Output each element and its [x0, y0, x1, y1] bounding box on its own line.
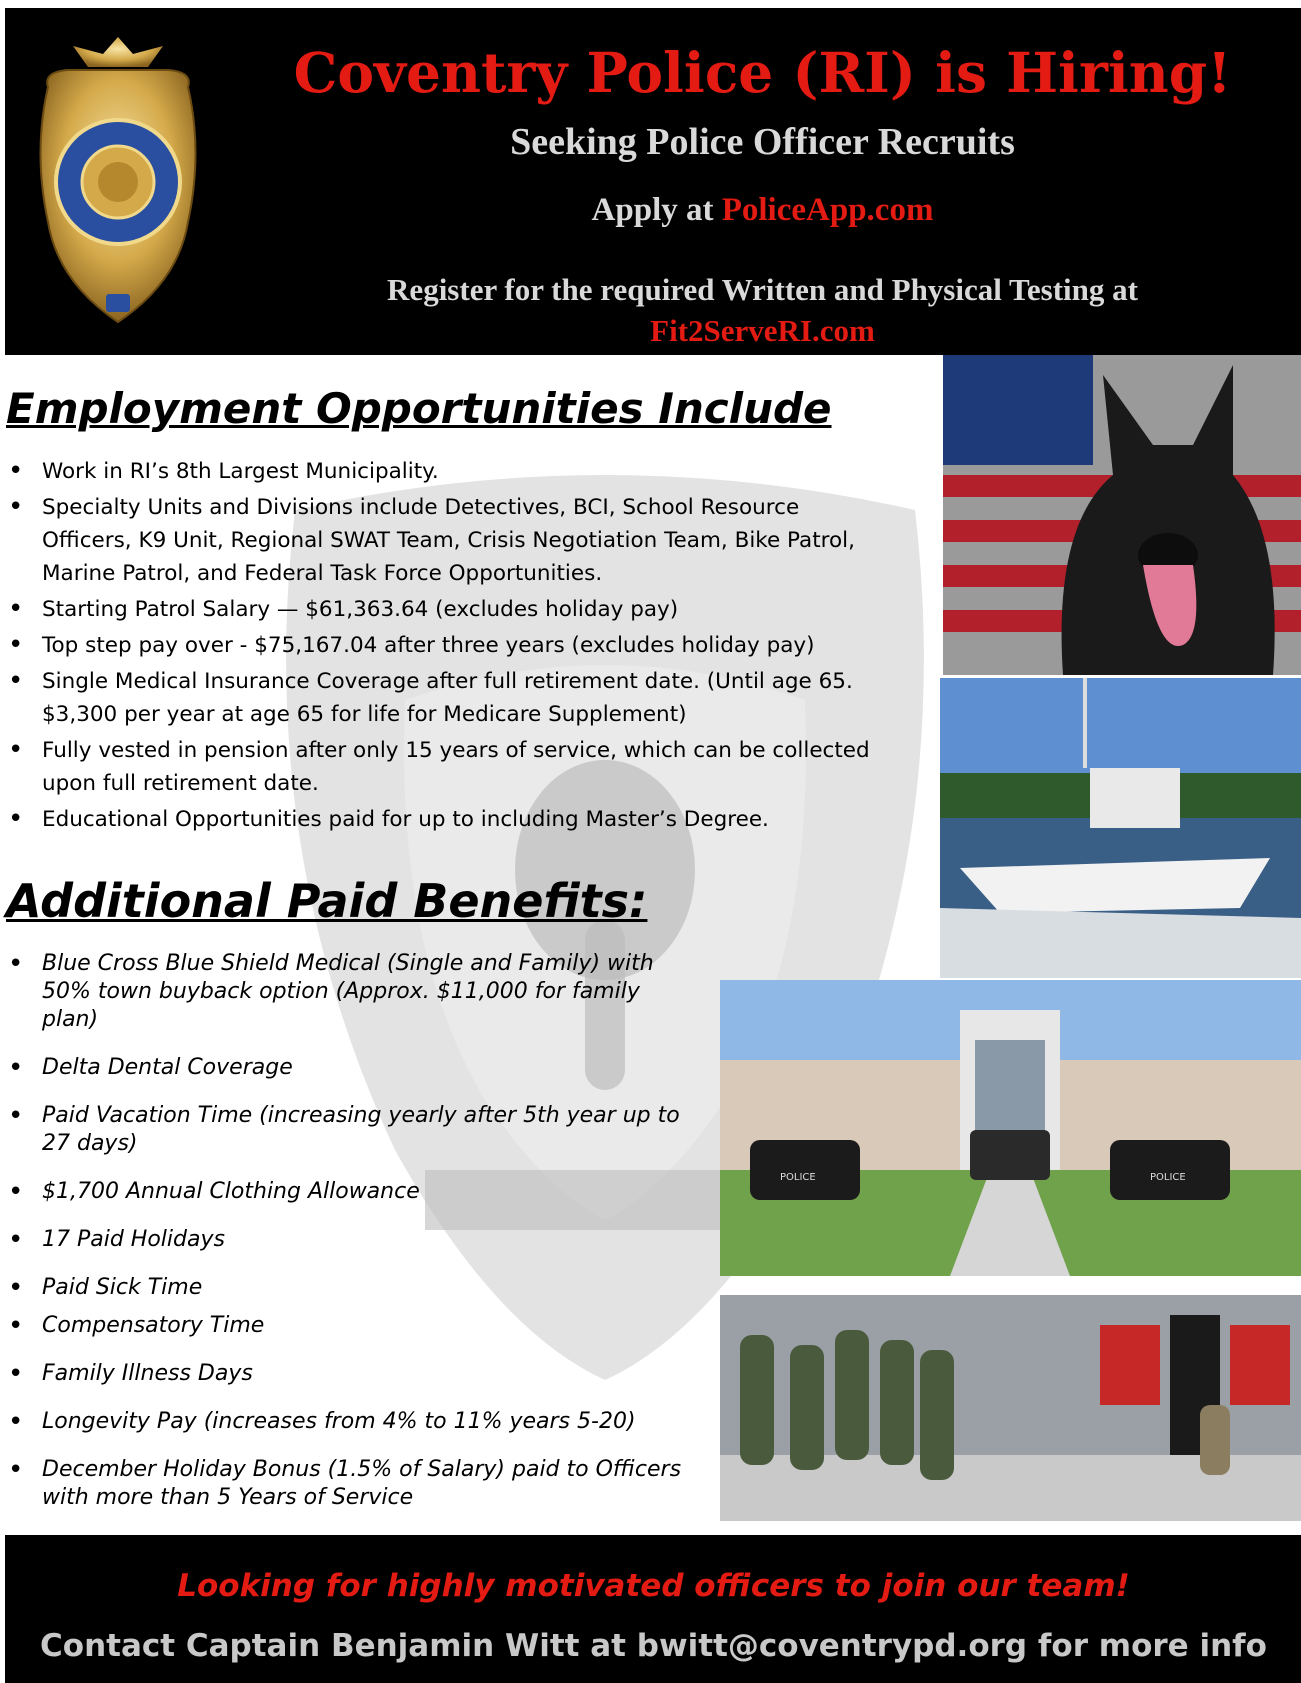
footer-contact: Contact Captain Benjamin Witt at bwitt@coventrypd.org for more info: [40, 1628, 1267, 1664]
benefits-list: [4, 950, 684, 1512]
page-title: Coventry Police (RI) is Hiring!: [293, 40, 1232, 105]
register-text: Register for the required Written and Physical Testing at: [387, 272, 1138, 307]
benefits-heading: Additional Paid Benefits:: [6, 874, 648, 928]
list-item: • Starting Patrol Salary — $61,363.64 (excludes holiday pay): [4, 593, 874, 626]
k9-dog-photo: [943, 355, 1301, 675]
employment-heading: Employment Opportunities Include: [6, 384, 832, 433]
employment-list: [4, 455, 874, 839]
list-item: • Blue Cross Blue Shield Medical (Single and Family) with 50% town buyback option (Approx. $11,000 for family plan): [4, 950, 684, 1034]
subtitle: Seeking Police Officer Recruits: [510, 121, 1015, 163]
vehicle-lettering: POLICE: [780, 1172, 816, 1183]
register-link[interactable]: Fit2ServeRI.com: [650, 313, 875, 348]
police-station-photo: [720, 980, 1301, 1276]
list-item: • Specialty Units and Divisions include Detectives, BCI, School Resource Officers, K9 Unit, Regional SWAT Team, Crisis Negotiation Team, Bike Patrol, Marine Patrol, and Federal Task Force Opportunities.: [4, 491, 874, 590]
marine-patrol-boat-photo: [940, 678, 1301, 978]
police-badge-icon: [28, 32, 208, 332]
list-item: • Top step pay over - $75,167.04 after three years (excludes holiday pay): [4, 629, 874, 662]
list-item: • $1,700 Annual Clothing Allowance: [4, 1178, 684, 1206]
list-item: • Fully vested in pension after only 15 years of service, which can be collected upon full retirement date.: [4, 734, 874, 800]
list-item: • Delta Dental Coverage: [4, 1054, 684, 1082]
vehicle-lettering: POLICE: [1150, 1172, 1186, 1183]
list-item: • Educational Opportunities paid for up to including Master’s Degree.: [4, 803, 874, 836]
list-item: • Longevity Pay (increases from 4% to 11% years 5-20): [4, 1408, 684, 1436]
list-item: • Family Illness Days: [4, 1360, 684, 1388]
list-item: • December Holiday Bonus (1.5% of Salary) paid to Officers with more than 5 Years of Service: [4, 1456, 684, 1512]
footer-tagline: Looking for highly motivated officers to join our team!: [177, 1568, 1130, 1604]
list-item: • Work in RI’s 8th Largest Municipality.: [4, 455, 874, 488]
apply-link[interactable]: PoliceApp.com: [721, 192, 934, 228]
list-item: • Paid Sick Time: [4, 1274, 684, 1302]
apply-prefix: Apply at: [591, 192, 722, 228]
list-item: • 17 Paid Holidays: [4, 1226, 684, 1254]
list-item: • Single Medical Insurance Coverage after full retirement date. (Until age 65. $3,300 per year at age 65 for life for Medicare Supplement): [4, 665, 874, 731]
list-item: • Compensatory Time: [4, 1312, 684, 1340]
swat-team-photo: [720, 1295, 1301, 1521]
list-item: • Paid Vacation Time (increasing yearly after 5th year up to 27 days): [4, 1102, 684, 1158]
apply-line: [225, 192, 1300, 229]
